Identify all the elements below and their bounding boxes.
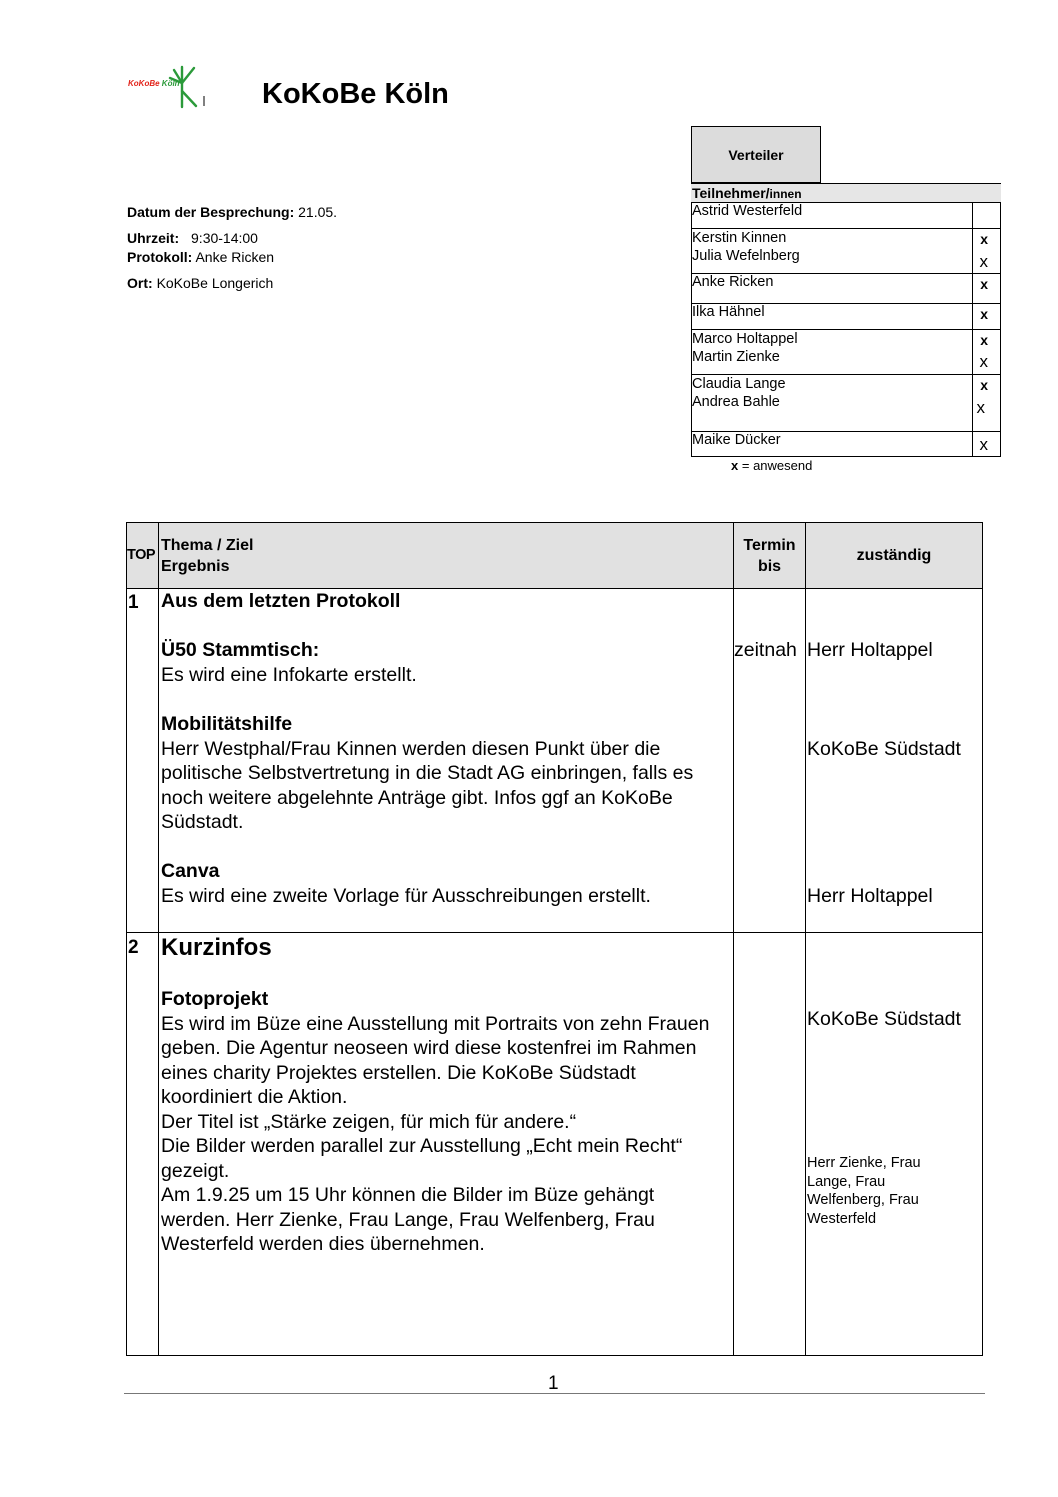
participant-divider [972, 203, 973, 228]
participants-left-border [691, 203, 692, 457]
row-heading: Aus dem letzten Protokoll [161, 590, 401, 612]
participant-mark: x [980, 276, 988, 292]
participant-mark: x [980, 231, 988, 247]
topic-text: Es wird eine zweite Vorlage für Ausschreibungen erstellt. [161, 884, 651, 907]
table-col-divider [158, 522, 159, 1356]
responsible-value: KoKoBe Südstadt [807, 1008, 961, 1030]
participant-name: Andrea Bahle [692, 394, 780, 410]
legend-symbol: x [731, 458, 739, 473]
participant-name: Maike Dücker [692, 432, 781, 448]
termin-value: zeitnah [734, 639, 797, 661]
topic-title: Mobilitätshilfe [161, 713, 293, 735]
ort-value: KoKoBe Longerich [156, 275, 274, 291]
topic-text: Am 1.9.25 um 15 Uhr können die Bilder im Büze gehängt werden. Herr Zienke, Frau Lange, Frau Welfenberg, Frau Westerfeld werden dies übernehmen. [161, 1184, 655, 1255]
table-row-divider [126, 932, 983, 933]
meta-ort [127, 275, 273, 291]
participant-name: Kerstin Kinnen [692, 230, 787, 246]
participant-name: Julia Wefelnberg [692, 248, 800, 264]
participant-row [691, 375, 1001, 394]
topic-text: Es wird im Büze eine Ausstellung mit Portraits von zehn Frauen geben. Die Agentur neoseen wird diese kostenfrei im Rahmen eines charity Projektes erstellen. Die KoKoBe Südstadt koordiniert die Aktion. [161, 1012, 710, 1108]
participant-row [691, 349, 1001, 375]
responsible-value: Herr Holtappel [807, 639, 933, 661]
topic-title: Ü50 Stammtisch: [161, 639, 320, 661]
logo-text [128, 79, 180, 88]
participants-right-border [1000, 203, 1001, 457]
legend-text: = anwesend [741, 458, 813, 473]
table-col-divider [805, 522, 806, 1356]
participant-divider [972, 274, 973, 303]
responsible-value: Herr Zienke, Frau Lange, Frau Welfenberg, Frau Westerfeld [807, 1155, 921, 1227]
participants-header-main: Teilnehmer/ [692, 185, 770, 201]
datum-value: 21.05. [298, 204, 338, 220]
participant-mark: x [980, 306, 988, 322]
topic-section [161, 638, 726, 687]
logo [124, 64, 208, 110]
meta-uhrzeit [127, 230, 258, 246]
participant-name: Claudia Lange [692, 376, 786, 392]
protokoll-value: Anke Ricken [195, 249, 275, 265]
logo-text-part1: KoKoBe [128, 79, 160, 88]
participant-mark: x [979, 252, 988, 271]
logo-text-part2: Köln [161, 79, 180, 88]
participant-row [691, 330, 1001, 349]
topic-text: Die Bilder werden parallel zur Ausstellung „Echt mein Recht“ gezeigt. [161, 1135, 683, 1182]
footer-divider [124, 1393, 985, 1394]
meta-datum [127, 204, 337, 220]
participant-row [691, 248, 1001, 274]
participant-name: Marco Holtappel [692, 331, 798, 347]
participant-row [691, 304, 1001, 330]
participant-row [691, 229, 1001, 248]
page-title: KoKoBe Köln [262, 78, 449, 110]
page-number: 1 [548, 1373, 559, 1394]
participant-divider [972, 330, 973, 349]
topic-section [161, 712, 726, 835]
col-zustaendig-header: zuständig [856, 547, 932, 564]
participant-divider [972, 248, 973, 273]
uhrzeit-label: Uhrzeit: [127, 230, 180, 246]
participant-name: Ilka Hähnel [692, 304, 765, 320]
topic-title: Fotoprojekt [161, 988, 269, 1010]
participant-divider [972, 432, 973, 456]
participant-name: Anke Ricken [692, 274, 774, 290]
participant-mark: x [980, 332, 988, 348]
ort-label: Ort: [127, 275, 153, 291]
participant-divider [972, 304, 973, 329]
participant-divider [972, 349, 973, 374]
row-number: 1 [128, 592, 139, 613]
participant-divider [972, 375, 973, 394]
participant-divider [972, 229, 973, 248]
topic-section [161, 859, 726, 908]
participant-row [691, 394, 1001, 432]
col-termin-header-1: Termin [743, 537, 796, 554]
participant-mark: x [980, 377, 988, 393]
row-heading: Kurzinfos [161, 934, 272, 961]
participants-header [691, 183, 1001, 203]
participant-row [691, 432, 1001, 457]
participant-divider [972, 394, 973, 431]
participant-mark: x [979, 435, 988, 454]
participant-name: Astrid Westerfeld [692, 203, 803, 219]
uhrzeit-value: 9:30-14:00 [191, 230, 258, 246]
participant-mark: x [976, 398, 985, 417]
row-number: 2 [128, 937, 139, 958]
topic-text: Herr Westphal/Frau Kinnen werden diesen Punkt über die politische Selbstvertretung in die Stadt AG einbringen, falls es noch weitere abgelehnte Anträge gibt. Infos ggf an KoKoBe Südstadt. [161, 737, 694, 833]
protokoll-label: Protokoll: [127, 249, 193, 265]
datum-label: Datum der Besprechung: [127, 204, 295, 220]
col-termin-header-2: bis [757, 558, 782, 575]
topic-text: Der Titel ist „Stärke zeigen, für mich für andere.“ [161, 1110, 577, 1133]
participant-mark: x [979, 352, 988, 371]
col-top-header: TOP [127, 547, 156, 563]
col-thema-header-2: Ergebnis [161, 558, 230, 575]
participant-name: Martin Zienke [692, 349, 780, 365]
participants-header-suffix: innen [769, 187, 802, 201]
legend [731, 458, 812, 473]
verteiler-box: Verteiler [691, 126, 821, 183]
meta-protokoll [127, 249, 274, 265]
topic-section [161, 987, 721, 1257]
col-thema-header-1: Thema / Ziel [161, 537, 254, 554]
topic-title: Canva [161, 860, 220, 882]
participant-row [691, 274, 1001, 304]
participant-row [691, 203, 1001, 229]
responsible-value: KoKoBe Südstadt [807, 738, 961, 760]
topic-text: Es wird eine Infokarte erstellt. [161, 663, 417, 686]
responsible-value: Herr Holtappel [807, 885, 933, 907]
